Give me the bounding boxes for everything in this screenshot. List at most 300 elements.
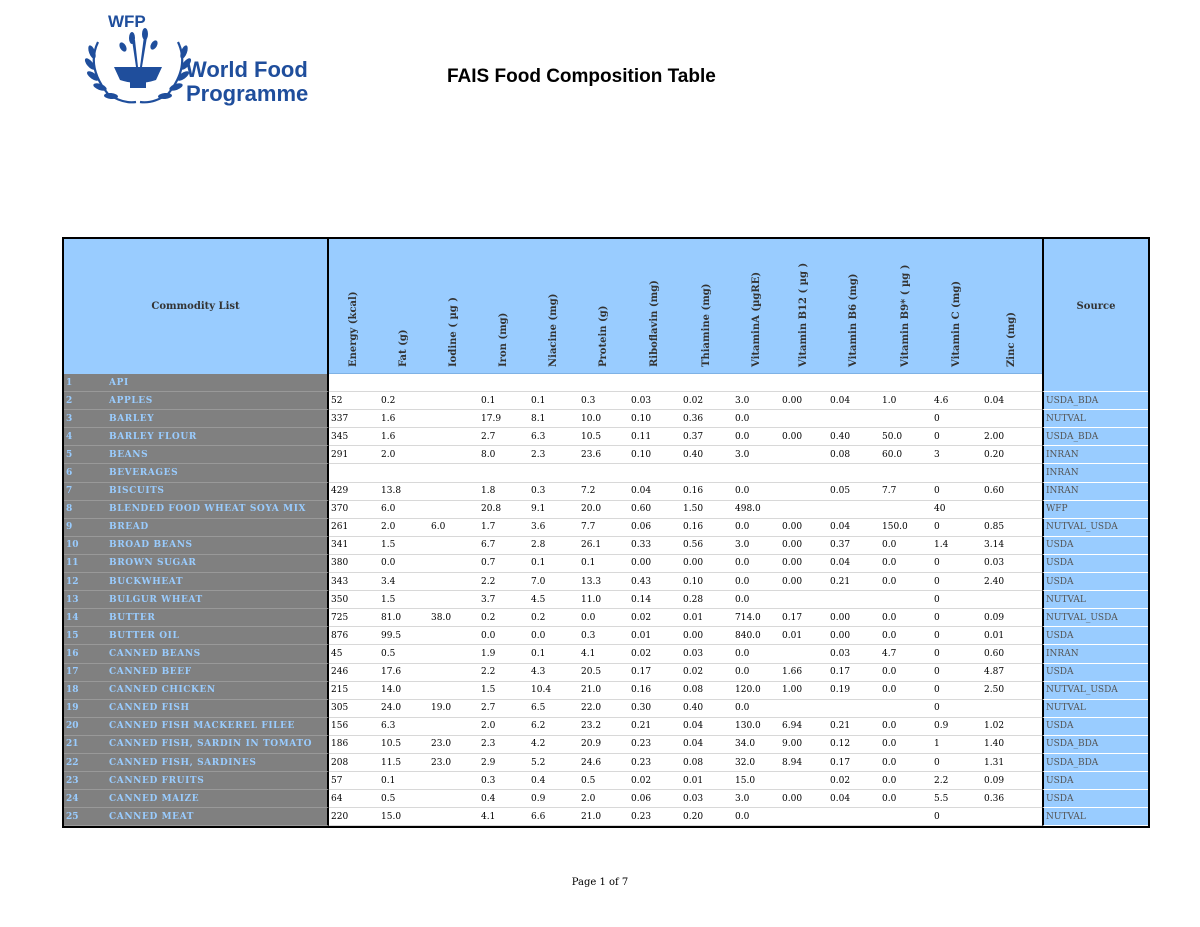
commodity-name: BULGUR WHEAT [109, 594, 203, 605]
value-cell: 0.05 [830, 486, 851, 497]
value-cell: 120.0 [735, 685, 761, 696]
table-row [64, 790, 1148, 808]
source-cell: NUTVAL_USDA [1042, 519, 1148, 537]
value-cell: 0.0 [882, 667, 897, 678]
value-cell: 0.3 [481, 775, 496, 786]
row-number: 19 [66, 703, 79, 714]
commodity-name: BISCUITS [109, 486, 165, 497]
value-cell: 220 [331, 811, 349, 822]
value-cell: 0.04 [830, 793, 851, 804]
commodity-cell [64, 537, 329, 555]
column-header [329, 239, 379, 373]
value-cell: 2.3 [481, 739, 496, 750]
value-cell: 0.0 [882, 630, 897, 641]
value-cell: 0 [934, 648, 940, 659]
table-row [64, 374, 1148, 392]
value-cell: 337 [331, 413, 349, 424]
value-cell: 4.1 [581, 648, 596, 659]
value-cell: 15.0 [735, 775, 756, 786]
value-cell: 14.0 [381, 685, 402, 696]
value-cell: 8.94 [782, 757, 803, 768]
value-cell: 150.0 [882, 522, 908, 533]
value-cell: 17.6 [381, 667, 402, 678]
value-cell: 0 [934, 594, 940, 605]
source-cell: USDA [1042, 664, 1148, 682]
row-number: 17 [66, 667, 79, 678]
value-cell: 0.60 [984, 486, 1005, 497]
table-row [64, 410, 1148, 428]
commodity-name: CANNED CHICKEN [109, 685, 216, 696]
value-cell: 0.12 [830, 739, 851, 750]
value-cell: 3.0 [735, 793, 750, 804]
value-cell: 1.6 [381, 413, 396, 424]
commodity-cell [64, 446, 329, 464]
value-cell: 2.7 [481, 431, 496, 442]
column-header [733, 239, 780, 373]
value-cell: 0.04 [631, 486, 652, 497]
column-header [529, 239, 579, 373]
column-header [379, 239, 429, 373]
commodity-cell [64, 682, 329, 700]
value-cell: 2.0 [481, 721, 496, 732]
value-cell: 0.5 [381, 793, 396, 804]
source-cell: WFP [1042, 501, 1148, 519]
value-cell: 24.6 [581, 757, 602, 768]
value-cell: 0.0 [882, 540, 897, 551]
source-cell: USDA [1042, 772, 1148, 790]
value-cell: 0.17 [830, 667, 851, 678]
value-cell: 0.14 [631, 594, 652, 605]
value-cell: 725 [331, 612, 349, 623]
row-number: 7 [66, 486, 73, 497]
value-cell: 0.04 [984, 395, 1005, 406]
commodity-cell [64, 627, 329, 645]
source-cell: USDA [1042, 718, 1148, 736]
value-cell: 0.1 [531, 558, 546, 569]
value-cell: 246 [331, 667, 349, 678]
row-number: 24 [66, 793, 79, 804]
value-cell: 0.33 [631, 540, 652, 551]
value-cell: 0.3 [581, 395, 596, 406]
commodity-cell [64, 374, 329, 392]
value-cell: 2.8 [531, 540, 546, 551]
value-cell: 0.40 [830, 431, 851, 442]
value-cell: 4.7 [882, 648, 897, 659]
commodity-cell [64, 519, 329, 537]
nutrient-values [329, 645, 1042, 663]
value-cell: 15.0 [381, 811, 402, 822]
value-cell: 0.00 [782, 540, 803, 551]
source-cell: NUTVAL_USDA [1042, 682, 1148, 700]
value-cell: 0.01 [683, 775, 704, 786]
commodity-name: CANNED FISH MACKEREL FILEE [109, 721, 295, 732]
value-cell: 40 [934, 504, 946, 515]
source-cell: INRAN [1042, 464, 1148, 482]
value-cell: 0.03 [984, 558, 1005, 569]
column-header-label: Zinc (mg) [1006, 312, 1017, 367]
value-cell: 0.7 [481, 558, 496, 569]
source-cell: NUTVAL [1042, 700, 1148, 718]
value-cell: 20.8 [481, 504, 502, 515]
value-cell: 0.37 [830, 540, 851, 551]
value-cell: 186 [331, 739, 349, 750]
value-cell: 0.10 [631, 449, 652, 460]
table-row [64, 591, 1148, 609]
value-cell: 0 [934, 558, 940, 569]
value-cell: 0 [934, 612, 940, 623]
column-header-label: Niacine (mg) [548, 293, 559, 367]
value-cell: 0.0 [882, 558, 897, 569]
value-cell: 0.3 [531, 486, 546, 497]
source-cell: INRAN [1042, 446, 1148, 464]
value-cell: 0 [934, 667, 940, 678]
column-header-label: Riboflavin (mg) [649, 280, 660, 367]
value-cell: 6.7 [481, 540, 496, 551]
value-cell: 0.9 [934, 721, 949, 732]
commodity-cell [64, 464, 329, 482]
value-cell: 1 [934, 739, 940, 750]
value-cell: 1.31 [984, 757, 1005, 768]
value-cell: 0.00 [631, 558, 652, 569]
value-cell: 0.0 [882, 757, 897, 768]
commodity-name: CANNED BEANS [109, 648, 201, 659]
value-cell: 13.3 [581, 576, 602, 587]
value-cell: 34.0 [735, 739, 756, 750]
value-cell: 0.20 [683, 811, 704, 822]
commodity-name: BUTTER [109, 612, 156, 623]
value-cell: 2.0 [381, 522, 396, 533]
column-header [479, 239, 529, 373]
value-cell: 0.00 [782, 576, 803, 587]
column-header-label: Vitamin C (mg) [951, 280, 962, 367]
value-cell: 0.21 [631, 721, 652, 732]
row-number: 13 [66, 594, 79, 605]
value-cell: 6.2 [531, 721, 546, 732]
value-cell: 130.0 [735, 721, 761, 732]
value-cell: 0.04 [830, 522, 851, 533]
commodity-name: CANNED FISH, SARDIN IN TOMATO [109, 739, 313, 750]
value-cell: 5.5 [934, 793, 949, 804]
value-cell: 0 [934, 757, 940, 768]
source-cell: NUTVAL_USDA [1042, 609, 1148, 627]
row-number: 4 [66, 431, 73, 442]
value-cell: 0.43 [631, 576, 652, 587]
row-number: 25 [66, 811, 79, 822]
value-cell: 0.0 [735, 703, 750, 714]
value-cell: 0.03 [830, 648, 851, 659]
value-cell: 0.1 [531, 395, 546, 406]
table-row [64, 392, 1148, 410]
row-number: 5 [66, 449, 73, 460]
value-cell: 1.7 [481, 522, 496, 533]
value-cell: 0.06 [631, 793, 652, 804]
commodity-name: API [109, 377, 129, 388]
nutrient-headers [329, 239, 1042, 374]
value-cell: 0.03 [683, 648, 704, 659]
table-row [64, 736, 1148, 754]
column-header-label: Thiamine (mg) [701, 283, 712, 367]
nutrient-values [329, 537, 1042, 555]
table-row [64, 645, 1148, 663]
value-cell: 876 [331, 630, 349, 641]
value-cell: 3.7 [481, 594, 496, 605]
value-cell: 343 [331, 576, 349, 587]
value-cell: 0.20 [984, 449, 1005, 460]
value-cell: 0.0 [735, 486, 750, 497]
value-cell: 0.28 [683, 594, 704, 605]
value-cell: 0.00 [683, 558, 704, 569]
value-cell: 1.50 [683, 504, 704, 515]
value-cell: 0.4 [531, 775, 546, 786]
value-cell: 0.0 [882, 721, 897, 732]
source-cell: USDA [1042, 790, 1148, 808]
commodity-cell [64, 645, 329, 663]
commodity-name: BREAD [109, 522, 149, 533]
value-cell: 0.01 [984, 630, 1005, 641]
commodity-name: BEANS [109, 449, 149, 460]
value-cell: 840.0 [735, 630, 761, 641]
value-cell: 20.0 [581, 504, 602, 515]
value-cell: 156 [331, 721, 349, 732]
value-cell: 38.0 [431, 612, 452, 623]
value-cell: 350 [331, 594, 349, 605]
value-cell: 11.0 [581, 594, 602, 605]
nutrient-values [329, 483, 1042, 501]
column-header-label: Fat (g) [398, 329, 409, 367]
row-number: 15 [66, 630, 79, 641]
value-cell: 60.0 [882, 449, 903, 460]
row-number: 1 [66, 377, 73, 388]
value-cell: 2.2 [481, 576, 496, 587]
value-cell: 0.03 [683, 793, 704, 804]
table-row [64, 464, 1148, 482]
commodity-cell [64, 790, 329, 808]
value-cell: 0.2 [381, 395, 396, 406]
logo-acronym: WFP [108, 12, 146, 31]
value-cell: 1.00 [782, 685, 803, 696]
value-cell: 19.0 [431, 703, 452, 714]
nutrient-values [329, 446, 1042, 464]
table-row [64, 501, 1148, 519]
table-row [64, 682, 1148, 700]
value-cell: 0.02 [683, 395, 704, 406]
value-cell: 7.2 [581, 486, 596, 497]
table-row [64, 428, 1148, 446]
row-number: 2 [66, 395, 73, 406]
value-cell: 2.50 [984, 685, 1005, 696]
value-cell: 0.10 [631, 413, 652, 424]
value-cell: 0.0 [581, 612, 596, 623]
value-cell: 0.04 [683, 739, 704, 750]
value-cell: 0.23 [631, 739, 652, 750]
value-cell: 21.0 [581, 811, 602, 822]
value-cell: 0.04 [830, 395, 851, 406]
commodity-name: BUTTER OIL [109, 630, 180, 641]
value-cell: 0 [934, 576, 940, 587]
value-cell: 429 [331, 486, 349, 497]
value-cell: 0.00 [830, 630, 851, 641]
table-row [64, 483, 1148, 501]
value-cell: 52 [331, 395, 343, 406]
value-cell: 0.0 [735, 522, 750, 533]
value-cell: 0.08 [683, 685, 704, 696]
commodity-cell [64, 501, 329, 519]
value-cell: 0 [934, 703, 940, 714]
table-row [64, 754, 1148, 772]
value-cell: 1.66 [782, 667, 803, 678]
commodity-cell [64, 591, 329, 609]
value-cell: 17.9 [481, 413, 502, 424]
value-cell: 6.94 [782, 721, 803, 732]
value-cell: 2.2 [481, 667, 496, 678]
value-cell: 11.5 [381, 757, 402, 768]
value-cell: 0.17 [830, 757, 851, 768]
value-cell: 305 [331, 703, 349, 714]
value-cell: 0.0 [882, 793, 897, 804]
nutrient-values [329, 464, 1042, 482]
commodity-name: BEVERAGES [109, 468, 179, 479]
value-cell: 57 [331, 775, 343, 786]
nutrient-values [329, 790, 1042, 808]
source-cell: INRAN [1042, 483, 1148, 501]
source-cell: INRAN [1042, 645, 1148, 663]
commodity-cell [64, 700, 329, 718]
commodity-cell [64, 609, 329, 627]
value-cell: 0.21 [830, 721, 851, 732]
value-cell: 4.1 [481, 811, 496, 822]
table-row [64, 664, 1148, 682]
value-cell: 1.0 [882, 395, 897, 406]
value-cell: 3 [934, 449, 940, 460]
value-cell: 0.40 [683, 703, 704, 714]
value-cell: 0.0 [882, 685, 897, 696]
table-row [64, 627, 1148, 645]
table-row [64, 772, 1148, 790]
value-cell: 1.4 [934, 540, 949, 551]
value-cell: 0.02 [830, 775, 851, 786]
value-cell: 3.6 [531, 522, 546, 533]
value-cell: 9.1 [531, 504, 546, 515]
commodity-name: BROAD BEANS [109, 540, 193, 551]
value-cell: 0 [934, 630, 940, 641]
nutrient-values [329, 573, 1042, 591]
value-cell: 208 [331, 757, 349, 768]
commodity-cell [64, 718, 329, 736]
value-cell: 3.0 [735, 540, 750, 551]
value-cell: 6.0 [381, 504, 396, 515]
commodity-cell [64, 428, 329, 446]
value-cell: 0.0 [735, 431, 750, 442]
table-row [64, 718, 1148, 736]
column-header-label: VitaminA (µgRE) [750, 271, 762, 367]
value-cell: 0.23 [631, 757, 652, 768]
value-cell: 6.3 [381, 721, 396, 732]
food-composition-table [62, 237, 1150, 828]
value-cell: 1.5 [381, 594, 396, 605]
value-cell: 0.16 [683, 486, 704, 497]
value-cell: 0.37 [683, 431, 704, 442]
value-cell: 4.2 [531, 739, 546, 750]
commodity-cell [64, 573, 329, 591]
value-cell: 0.01 [782, 630, 803, 641]
nutrient-values [329, 754, 1042, 772]
value-cell: 7.7 [882, 486, 897, 497]
nutrient-values [329, 392, 1042, 410]
row-number: 10 [66, 540, 79, 551]
value-cell: 0.0 [882, 739, 897, 750]
value-cell: 0.00 [782, 522, 803, 533]
commodity-name: BARLEY [109, 413, 155, 424]
nutrient-values [329, 718, 1042, 736]
value-cell: 0.08 [830, 449, 851, 460]
commodity-name: CANNED BEEF [109, 667, 192, 678]
value-cell: 0.02 [631, 648, 652, 659]
row-number: 22 [66, 757, 79, 768]
wfp-logo [78, 12, 328, 107]
commodity-cell [64, 808, 329, 826]
value-cell: 0.0 [531, 630, 546, 641]
value-cell: 8.1 [531, 413, 546, 424]
source-cell: USDA [1042, 627, 1148, 645]
nutrient-values [329, 664, 1042, 682]
value-cell: 0.17 [782, 612, 803, 623]
value-cell: 0.16 [683, 522, 704, 533]
source-cell: NUTVAL [1042, 410, 1148, 428]
value-cell: 0.9 [531, 793, 546, 804]
nutrient-values [329, 410, 1042, 428]
value-cell: 3.0 [735, 449, 750, 460]
value-cell: 0.09 [984, 612, 1005, 623]
value-cell: 1.6 [381, 431, 396, 442]
value-cell: 2.0 [381, 449, 396, 460]
column-header-label: Protein (g) [598, 305, 609, 367]
value-cell: 3.4 [381, 576, 396, 587]
value-cell: 0.0 [735, 594, 750, 605]
commodity-name: BROWN SUGAR [109, 558, 197, 569]
value-cell: 0.16 [631, 685, 652, 696]
nutrient-values [329, 374, 1042, 392]
value-cell: 0.0 [481, 630, 496, 641]
value-cell: 0 [934, 811, 940, 822]
commodity-cell [64, 772, 329, 790]
value-cell: 9.00 [782, 739, 803, 750]
value-cell: 5.2 [531, 757, 546, 768]
value-cell: 0.1 [481, 395, 496, 406]
value-cell: 0.02 [683, 667, 704, 678]
value-cell: 22.0 [581, 703, 602, 714]
value-cell: 3.0 [735, 395, 750, 406]
value-cell: 2.2 [934, 775, 949, 786]
value-cell: 0.60 [984, 648, 1005, 659]
value-cell: 0.10 [683, 576, 704, 587]
row-number: 21 [66, 739, 79, 750]
value-cell: 0.08 [683, 757, 704, 768]
source-header: Source [1042, 239, 1148, 374]
row-number: 9 [66, 522, 73, 533]
row-number: 20 [66, 721, 79, 732]
value-cell: 1.9 [481, 648, 496, 659]
value-cell: 1.8 [481, 486, 496, 497]
value-cell: 0 [934, 431, 940, 442]
value-cell: 1.02 [984, 721, 1005, 732]
value-cell: 50.0 [882, 431, 903, 442]
nutrient-values [329, 591, 1042, 609]
value-cell: 0.19 [830, 685, 851, 696]
commodity-name: CANNED FISH, SARDINES [109, 757, 257, 768]
value-cell: 4.87 [984, 667, 1005, 678]
row-number: 3 [66, 413, 73, 424]
value-cell: 0.00 [683, 630, 704, 641]
